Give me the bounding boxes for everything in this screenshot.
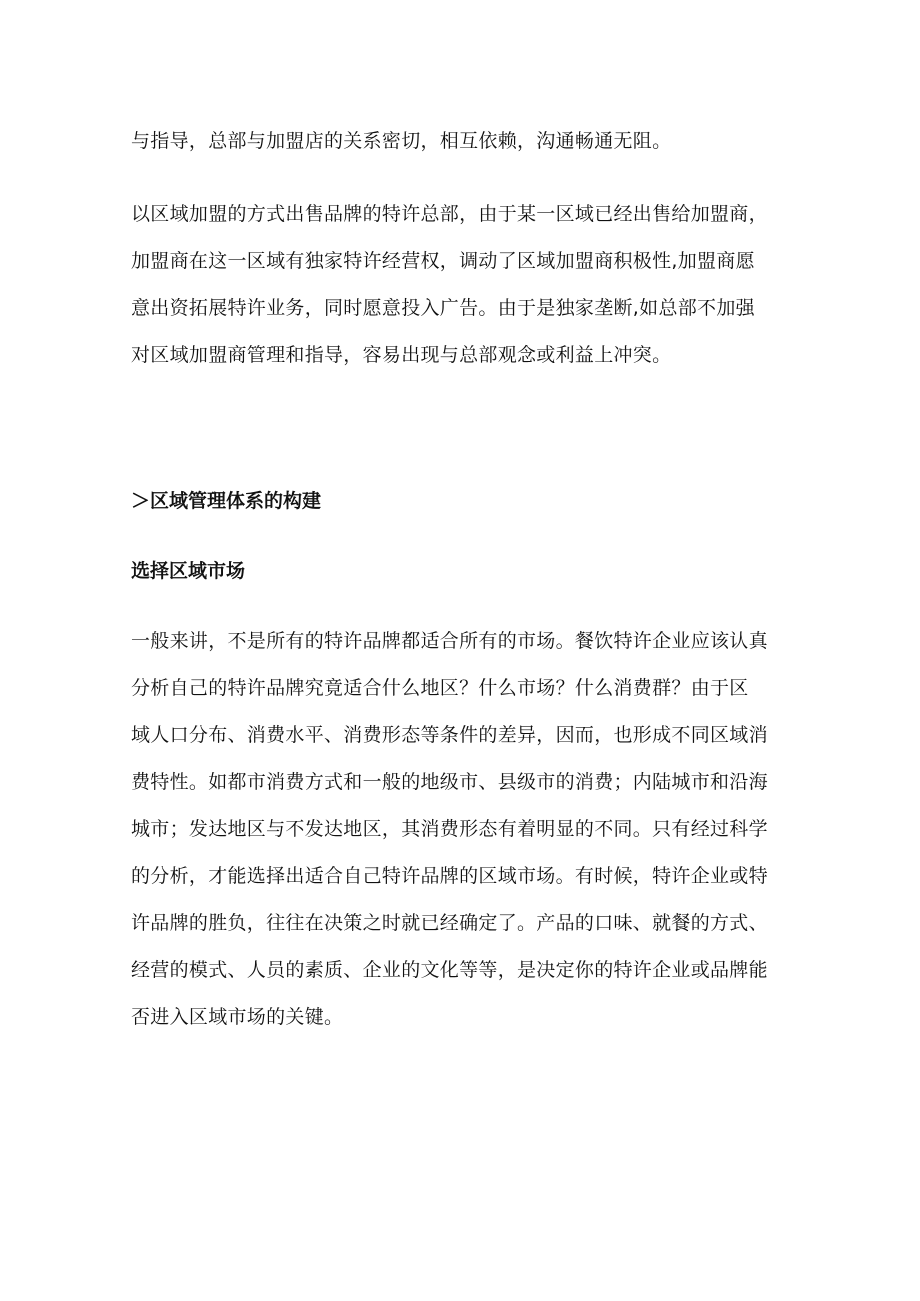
paragraph-line: 费特性。如都市消费方式和一般的地级市、县级市的消费；内陆城市和沿海 (131, 771, 768, 793)
subheading: 选择区域市场 (131, 560, 246, 582)
paragraph-line: 城市；发达地区与不发达地区，其消费形态有着明显的不同。只有经过科学 (131, 818, 768, 840)
paragraph-line: 意出资拓展特许业务，同时愿意投入广告。由于是独家垄断,如总部不加强 (131, 297, 755, 319)
paragraph-line: 分析自己的特许品牌究竟适合什么地区？什么市场？什么消费群？由于区 (131, 677, 749, 699)
paragraph-market-selection (131, 618, 803, 1041)
section-heading: ＞区域管理体系的构建 (131, 490, 322, 512)
paragraph-continuation (131, 118, 803, 165)
paragraph-line: 加盟商在这一区域有独家特许经营权，调动了区域加盟商积极性,加盟商愿 (131, 250, 755, 272)
paragraph-line: 许品牌的胜负，往往在决策之时就已经确定了。产品的口味、就餐的方式、 (131, 912, 768, 934)
paragraph-line: 经营的模式、人员的素质、企业的文化等等，是决定你的特许企业或品牌能 (131, 959, 768, 981)
paragraph-line: 对区域加盟商管理和指导，容易出现与总部观念或利益上冲突。 (131, 344, 672, 366)
paragraph-regional-franchise (131, 191, 803, 379)
paragraph-line: 与指导，总部与加盟店的关系密切，相互依赖，沟通畅通无阻。 (131, 130, 672, 152)
paragraph-line: 域人口分布、消费水平、消费形态等条件的差异，因而，也形成不同区域消 (131, 724, 768, 746)
paragraph-line: 否进入区域市场的关键。 (131, 1006, 344, 1028)
paragraph-line: 一般来讲，不是所有的特许品牌都适合所有的市场。餐饮特许企业应该认真 (131, 630, 768, 652)
paragraph-line: 以区域加盟的方式出售品牌的特许总部，由于某一区域已经出售给加盟商， (131, 203, 768, 225)
paragraph-line: 的分析，才能选择出适合自己特许品牌的区域市场。有时候，特许企业或特 (131, 865, 768, 887)
